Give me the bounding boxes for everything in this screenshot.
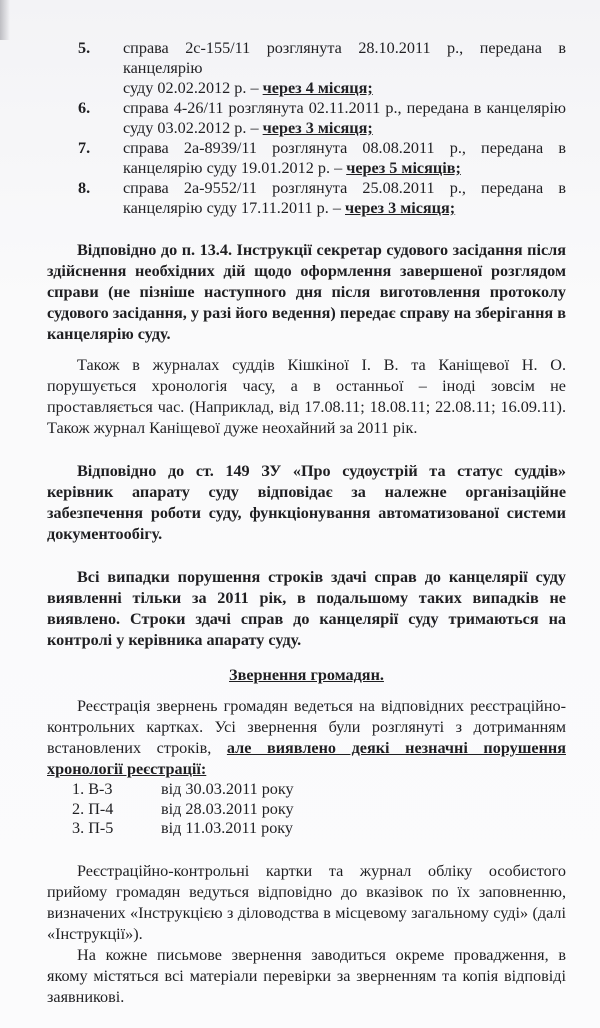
case-number: 5. [78, 39, 91, 57]
case-line: справа 2а-9552/11 розглянута 25.08.2011 р., передана в [123, 179, 566, 197]
registration-code: 3. П-5 [72, 819, 114, 837]
registration-date: від 28.03.2011 року [161, 799, 294, 818]
registration-violations: але виявлено деякі незначні порушення хронології реєстрації: [47, 739, 566, 778]
paragraph-registration [47, 696, 566, 780]
case-list [78, 38, 566, 218]
case-item [78, 98, 566, 138]
registration-item [72, 800, 566, 820]
registration-code: 1. В-3 [72, 780, 113, 798]
registration-date: від 30.03.2011 року [161, 780, 294, 798]
case-delay: через 3 місяця; [345, 199, 456, 217]
case-item [78, 178, 566, 218]
registration-item [72, 819, 566, 839]
case-line: справа 4-26/11 розглянута 02.11.2011 р., передана в канцелярію [123, 99, 566, 117]
paragraph-article-149: Відповідно до ст. 149 ЗУ «Про судоустрій та статус суддів» керівник апарату суду відповідає за належне організаційне забезпечення роботи суду, функціонування автоматизованої системи документообігу. [47, 462, 566, 543]
paragraph-written-appeals: На кожне письмове звернення заводиться окреме провадження, в якому містяться всі матеріали перевірки за зверненням та копія відповіді заявникові. [47, 945, 566, 1006]
registration-item [72, 780, 566, 800]
case-transfer: канцелярію суду 17.11.2011 р. – [123, 199, 346, 217]
case-number: 6. [78, 99, 91, 117]
case-delay: через 5 місяців; [346, 159, 461, 177]
case-line: справа 2с-155/11 розглянута 28.10.2011 р., передана в канцелярію [123, 39, 566, 77]
case-transfer: суду 03.02.2012 р. – [123, 119, 263, 137]
paragraph-all-cases: Всі випадки порушення строків здачі справ до канцелярії суду виявленні тільки за 2011 рік, в подальшому таких випадків не виявлено. Строки здачі справ до канцелярії суду тримаються на контролі у керівника апарату суду. [47, 568, 566, 649]
case-line: справа 2а-8939/11 розглянута 08.08.2011 р., передана в [123, 139, 566, 157]
registration-text: Реєстрація звернень громадян ведеться на відповідних реєстраційно-контрольних картках. Усі звернення були розглянуті з дотриманням встановлених строків, [47, 697, 566, 757]
paragraph-cards: Реєстраційно-контрольні картки та журнал обліку особистого прийому громадян ведуться відповідно до вказівок по їх заповненню, визначених «Інструкцією з діловодства в місцевому загальному суді» (далі «Інструкції»). [47, 861, 566, 943]
registration-date: від 11.03.2011 року [161, 819, 294, 837]
paragraph-instruction: Відповідно до п. 13.4. Інструкції секретар судового засідання після здійснення необхідних дій щодо оформлення завершеної розглядом справи (не пізніше наступного дня після виготовлення протоколу судового засідання, у разі його ведення) передає справу на зберігання в канцелярію суду. [47, 241, 566, 343]
case-item [78, 38, 566, 98]
case-item [78, 138, 566, 178]
case-number: 8. [78, 179, 91, 197]
case-transfer: суду 02.02.2012 р. – [123, 79, 263, 97]
paragraph-journals: Також в журналах суддів Кішкіної І. В. та Каніщевої Н. О. порушується хронологія часу, а в останньої – іноді зовсім не проставляється час. (Наприклад, від 17.08.11; 18.08.11; 22.08.11; 16.09.11). Також журнал Каніщевої дуже неохайний за 2011 рік. [47, 356, 566, 437]
registration-code: 2. П-4 [72, 799, 114, 818]
case-delay: через 3 місяця; [262, 119, 373, 137]
case-transfer: канцелярію суду 19.01.2012 р. – [123, 159, 347, 177]
case-number: 7. [78, 139, 91, 157]
section-heading: Звернення громадян. [229, 666, 384, 684]
case-delay: через 4 місяця; [262, 79, 373, 97]
scan-corner-shadow [0, 0, 10, 40]
registration-list [72, 780, 566, 839]
